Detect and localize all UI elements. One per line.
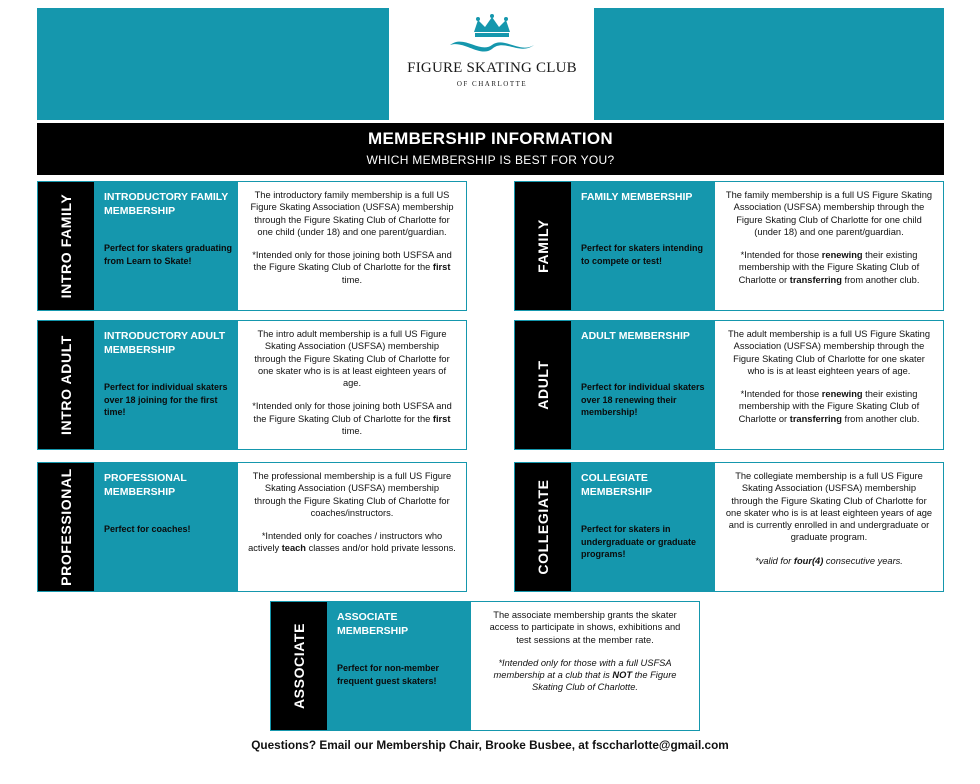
membership-card-professional bbox=[37, 462, 467, 592]
logo-name: FIGURE SKATING CLUB bbox=[407, 60, 577, 76]
card-note: Perfect for non-member frequent guest skaters! bbox=[337, 663, 440, 686]
card-side-label: ASSOCIATE bbox=[291, 622, 307, 710]
card-description bbox=[715, 182, 943, 310]
card-side-bar bbox=[38, 463, 94, 591]
card-title-panel bbox=[94, 321, 238, 449]
membership-card-collegiate bbox=[514, 462, 944, 592]
membership-card-intro-family bbox=[37, 181, 467, 311]
card-desc-main: The intro adult membership is a full US Figure Skating Association (USFSA) membership through the Figure Skating Club of Charlotte for one skater who is is at least eighteen years of age. bbox=[254, 329, 450, 389]
teal-banner-left bbox=[37, 8, 389, 120]
card-description bbox=[715, 321, 943, 449]
card-side-bar bbox=[38, 321, 94, 449]
crown-icon bbox=[444, 12, 540, 58]
card-title-panel bbox=[571, 182, 715, 310]
card-side-bar bbox=[515, 182, 571, 310]
card-note: Perfect for skaters in undergraduate or graduate programs! bbox=[581, 524, 697, 559]
card-desc-main: The collegiate membership is a full US Figure Skating Association (USFSA) membership through the Figure Skating Club of Charlotte for one skater who is is at least eighteen years of age and is currently enrolled in and undergraduate or graduate program. bbox=[725, 471, 933, 543]
card-title: ASSOCIATE MEMBERSHIP bbox=[337, 611, 409, 637]
card-note: Perfect for individual skaters over 18 joining for the first time! bbox=[104, 382, 228, 417]
membership-card-adult bbox=[514, 320, 944, 450]
card-desc-note: *Intended only for those joining both USFSA and the Figure Skating Club of Charlotte for the first time. bbox=[252, 401, 452, 437]
card-title: INTRODUCTORY FAMILY MEMBERSHIP bbox=[104, 191, 229, 217]
card-title-panel bbox=[571, 463, 715, 591]
card-side-label: INTRO ADULT bbox=[58, 335, 74, 435]
card-side-bar bbox=[515, 321, 571, 449]
card-desc-note: *Intended only for those with a full USFSA membership at a club that is NOT the Figure Skating Club of Charlotte. bbox=[493, 657, 677, 693]
card-desc-main: The professional membership is a full US Figure Skating Association (USFSA) membership through the Figure Skating Club of Charlotte for coaches/instructors. bbox=[252, 471, 452, 518]
teal-banner-right bbox=[594, 8, 944, 120]
card-desc-note: *Intended only for those joining both USFSA and the Figure Skating Club of Charlotte for the first time. bbox=[252, 250, 452, 285]
membership-card-associate bbox=[270, 601, 700, 731]
card-side-label: COLLEGIATE bbox=[535, 479, 551, 575]
card-title: COLLEGIATE MEMBERSHIP bbox=[581, 472, 653, 498]
card-title-panel bbox=[94, 463, 238, 591]
card-title-panel bbox=[327, 602, 471, 730]
card-side-bar bbox=[515, 463, 571, 591]
membership-card-intro-adult bbox=[37, 320, 467, 450]
card-desc-note: *Intended for those renewing their existing membership with the Figure Skating Club of Charlotte or transferring from another club. bbox=[738, 389, 920, 424]
card-side-label: FAMILY bbox=[535, 219, 551, 273]
page-header bbox=[37, 123, 944, 175]
card-note: Perfect for coaches! bbox=[104, 524, 191, 534]
card-note: Perfect for individual skaters over 18 renewing their membership! bbox=[581, 382, 705, 417]
club-logo bbox=[396, 12, 588, 118]
card-description bbox=[715, 463, 943, 591]
card-desc-main: The adult membership is a full US Figure Skating Association (USFSA) membership through the Figure Skating Club of Charlotte for one skater who is is at least eighteen years of age. bbox=[727, 329, 931, 376]
card-title-panel bbox=[94, 182, 238, 310]
card-title: FAMILY MEMBERSHIP bbox=[581, 191, 693, 203]
card-title: INTRODUCTORY ADULT MEMBERSHIP bbox=[104, 330, 226, 356]
card-side-label: ADULT bbox=[535, 360, 551, 410]
card-description bbox=[238, 321, 466, 449]
card-description bbox=[238, 182, 466, 310]
membership-card-family bbox=[514, 181, 944, 311]
card-desc-main: The associate membership grants the skater access to participate in shows, exhibitions and test sessions at the member rate. bbox=[489, 610, 681, 645]
card-side-bar bbox=[271, 602, 327, 730]
card-title-panel bbox=[571, 321, 715, 449]
card-desc-main: The introductory family membership is a full US Figure Skating Association (USFSA) membership through the Figure Skating Club of Charlotte for one child (under 18) and one parent/guardian. bbox=[250, 190, 454, 237]
card-description bbox=[238, 463, 466, 591]
page-subtitle: WHICH MEMBERSHIP IS BEST FOR YOU? bbox=[366, 153, 615, 167]
card-side-label: INTRO FAMILY bbox=[58, 193, 74, 299]
card-side-label: PROFESSIONAL bbox=[58, 468, 74, 586]
card-desc-main: The family membership is a full US Figure Skating Association (USFSA) membership through the Figure Skating Club of Charlotte for one child (under 18) and one parent/guardian. bbox=[725, 190, 933, 237]
card-desc-note: *Intended for those renewing their existing membership with the Figure Skating Club of Charlotte or transferring from another club. bbox=[738, 250, 920, 285]
logo-subtitle: OF CHARLOTTE bbox=[456, 80, 528, 88]
card-note: Perfect for skaters graduating from Learn to Skate! bbox=[104, 243, 233, 266]
page-title: MEMBERSHIP INFORMATION bbox=[368, 129, 613, 148]
footer-contact: Questions? Email our Membership Chair, Brooke Busbee, at fsccharlotte@gmail.com bbox=[251, 738, 729, 752]
card-desc-note: *valid for four(4) consecutive years. bbox=[755, 555, 903, 566]
card-note: Perfect for skaters intending to compete or test! bbox=[581, 243, 704, 266]
card-title: PROFESSIONAL MEMBERSHIP bbox=[104, 472, 187, 498]
card-side-bar bbox=[38, 182, 94, 310]
card-description bbox=[471, 602, 699, 730]
card-desc-note: *Intended only for coaches / instructors who actively teach classes and/or hold private lessons. bbox=[248, 531, 456, 554]
card-title: ADULT MEMBERSHIP bbox=[581, 330, 690, 342]
